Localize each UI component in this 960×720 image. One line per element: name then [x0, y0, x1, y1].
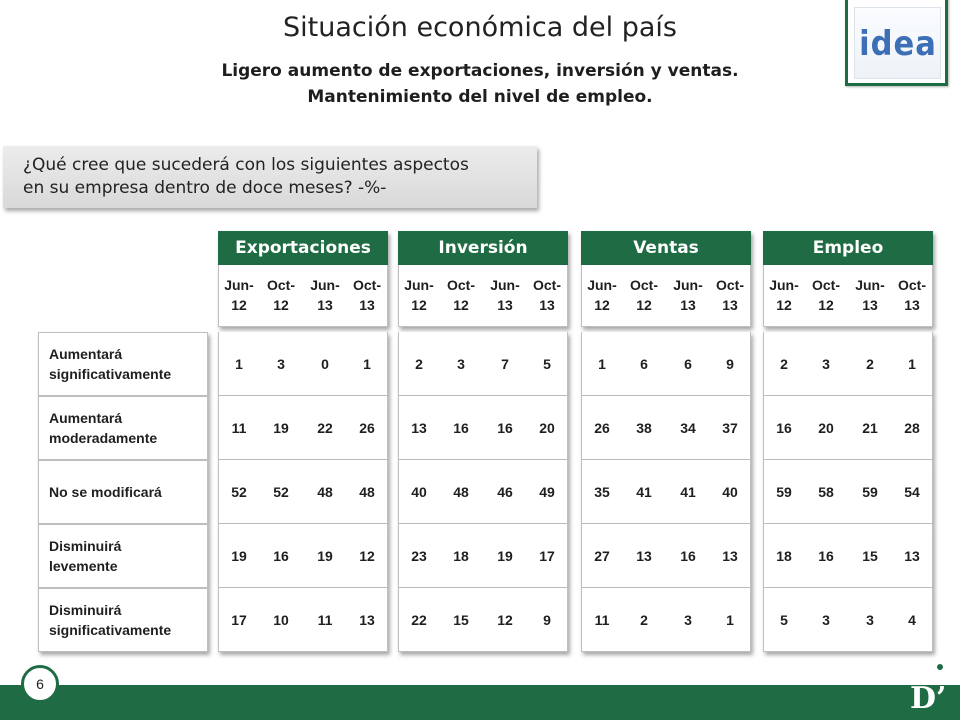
page-subtitle: [0, 58, 960, 110]
value-cell: 1: [235, 356, 243, 372]
row-label-line-1: Disminuirá: [49, 602, 122, 618]
period-year: 12: [411, 297, 427, 313]
value-cell: 13: [904, 548, 920, 564]
value-cell: 6: [684, 356, 692, 372]
period-year: 13: [680, 297, 696, 313]
value-cell: 41: [680, 484, 696, 500]
row-label-text: [49, 408, 157, 448]
row-label-line-1: No se modificará: [49, 484, 162, 500]
value-cell: 41: [636, 484, 652, 500]
period-label: [849, 275, 891, 315]
value-cell: 6: [640, 356, 648, 372]
value-cell: 18: [453, 548, 469, 564]
period-year: 13: [359, 297, 375, 313]
idea-logo: [845, 0, 948, 86]
value-cell: 35: [594, 484, 610, 500]
value-cell: 20: [818, 420, 834, 436]
value-cell: 37: [722, 420, 738, 436]
period-month: Oct-: [630, 277, 658, 293]
value-cell: 16: [453, 420, 469, 436]
period-year: 12: [776, 297, 792, 313]
panel-header-2: Inversión: [398, 231, 568, 265]
value-cell: 26: [359, 420, 375, 436]
value-cell: 13: [359, 612, 375, 628]
period-month: Oct-: [812, 277, 840, 293]
row-label-4: [38, 524, 208, 588]
value-cell: 11: [594, 612, 610, 628]
row-label-line-1: Aumentará: [49, 410, 123, 426]
period-month: Oct-: [716, 277, 744, 293]
value-cell: 40: [411, 484, 427, 500]
period-label: [526, 275, 568, 315]
period-month: Jun-: [404, 277, 434, 293]
value-cell: 5: [780, 612, 788, 628]
value-cell: 46: [497, 484, 513, 500]
value-cell: 52: [273, 484, 289, 500]
value-cell: 3: [684, 612, 692, 628]
period-year: 13: [904, 297, 920, 313]
period-month: Jun-: [310, 277, 340, 293]
question-line-1: ¿Qué cree que sucederá con los siguientes aspectos: [23, 155, 469, 175]
value-cell: 1: [363, 356, 371, 372]
panel-header-3: Ventas: [581, 231, 751, 265]
value-cell: 16: [776, 420, 792, 436]
row-label-line-2: levemente: [49, 558, 118, 574]
period-year: 12: [231, 297, 247, 313]
period-month: Jun-: [490, 277, 520, 293]
period-year: 12: [818, 297, 834, 313]
period-year: 13: [317, 297, 333, 313]
period-label: [709, 275, 751, 315]
period-label: [440, 275, 482, 315]
period-label: [623, 275, 665, 315]
period-year: 13: [862, 297, 878, 313]
period-month: Oct-: [353, 277, 381, 293]
value-cell: 23: [411, 548, 427, 564]
period-year: 12: [594, 297, 610, 313]
value-cell: 11: [317, 612, 333, 628]
value-cell: 59: [862, 484, 878, 500]
row-label-line-2: significativamente: [49, 622, 172, 638]
footer-bar: [0, 685, 960, 720]
period-month: Jun-: [673, 277, 703, 293]
value-cell: 17: [231, 612, 247, 628]
panel-header-4: Empleo: [763, 231, 933, 265]
value-cell: 19: [231, 548, 247, 564]
value-cell: 16: [273, 548, 289, 564]
subtitle-line-2: Mantenimiento del nivel de empleo.: [307, 87, 653, 107]
row-label-text: [49, 344, 171, 384]
value-cell: 1: [598, 356, 606, 372]
period-label: [891, 275, 933, 315]
value-cell: 18: [776, 548, 792, 564]
value-cell: 28: [904, 420, 920, 436]
page-number-badge: 6: [21, 665, 59, 703]
value-cell: 2: [415, 356, 423, 372]
value-cell: 13: [636, 548, 652, 564]
value-cell: 48: [317, 484, 333, 500]
value-cell: 2: [780, 356, 788, 372]
value-cell: 27: [594, 548, 610, 564]
brand-mark: D’: [910, 681, 947, 716]
logo-text: idea: [859, 24, 937, 64]
row-label-text: [49, 482, 162, 502]
period-month: Jun-: [224, 277, 254, 293]
period-label: [260, 275, 302, 315]
value-cell: 3: [277, 356, 285, 372]
row-label-text: [49, 600, 171, 640]
row-label-line-2: moderadamente: [49, 430, 158, 446]
period-year: 12: [453, 297, 469, 313]
period-label: [304, 275, 346, 315]
row-label-2: [38, 396, 208, 460]
value-cell: 4: [908, 612, 916, 628]
question-box: [3, 146, 537, 208]
value-cell: 9: [543, 612, 551, 628]
page-title: Situación económica del país: [283, 12, 677, 43]
value-cell: 15: [453, 612, 469, 628]
value-cell: 17: [539, 548, 555, 564]
value-cell: 54: [904, 484, 920, 500]
row-label-line-1: Aumentará: [49, 346, 123, 362]
period-label: [346, 275, 388, 315]
value-cell: 16: [680, 548, 696, 564]
value-cell: 16: [497, 420, 513, 436]
period-label: [398, 275, 440, 315]
row-label-line-2: significativamente: [49, 366, 172, 382]
value-cell: 58: [818, 484, 834, 500]
value-cell: 2: [866, 356, 874, 372]
value-cell: 19: [497, 548, 513, 564]
period-month: Oct-: [898, 277, 926, 293]
value-cell: 1: [908, 356, 916, 372]
value-cell: 1: [726, 612, 734, 628]
period-month: Oct-: [533, 277, 561, 293]
value-cell: 48: [359, 484, 375, 500]
value-cell: 19: [317, 548, 333, 564]
value-cell: 3: [866, 612, 874, 628]
value-cell: 22: [411, 612, 427, 628]
period-label: [218, 275, 260, 315]
period-year: 12: [273, 297, 289, 313]
value-cell: 49: [539, 484, 555, 500]
value-cell: 59: [776, 484, 792, 500]
value-cell: 11: [231, 420, 247, 436]
subtitle-line-1: Ligero aumento de exportaciones, inversión y ventas.: [221, 61, 739, 81]
period-label: [763, 275, 805, 315]
value-cell: 26: [594, 420, 610, 436]
value-cell: 19: [273, 420, 289, 436]
decorative-dot: [937, 664, 943, 670]
row-label-text: [49, 536, 121, 576]
value-cell: 13: [411, 420, 427, 436]
row-label-1: [38, 332, 208, 396]
period-year: 13: [497, 297, 513, 313]
panel-header-1: Exportaciones: [218, 231, 388, 265]
value-cell: 16: [818, 548, 834, 564]
value-cell: 40: [722, 484, 738, 500]
value-cell: 7: [501, 356, 509, 372]
value-cell: 3: [822, 612, 830, 628]
period-month: Jun-: [587, 277, 617, 293]
value-cell: 2: [640, 612, 648, 628]
value-cell: 10: [273, 612, 289, 628]
period-month: Oct-: [267, 277, 295, 293]
row-label-3: [38, 460, 208, 524]
period-year: 13: [539, 297, 555, 313]
period-label: [484, 275, 526, 315]
value-cell: 3: [822, 356, 830, 372]
question-line-2: en su empresa dentro de doce meses? -%-: [23, 178, 387, 198]
value-cell: 5: [543, 356, 551, 372]
value-cell: 9: [726, 356, 734, 372]
value-cell: 12: [359, 548, 375, 564]
logo-frame: [854, 7, 941, 79]
period-month: Oct-: [447, 277, 475, 293]
value-cell: 52: [231, 484, 247, 500]
value-cell: 22: [317, 420, 333, 436]
value-cell: 12: [497, 612, 513, 628]
value-cell: 15: [862, 548, 878, 564]
period-label: [667, 275, 709, 315]
value-cell: 34: [680, 420, 696, 436]
value-cell: 0: [321, 356, 329, 372]
value-cell: 13: [722, 548, 738, 564]
row-label-5: [38, 588, 208, 652]
value-cell: 48: [453, 484, 469, 500]
value-cell: 38: [636, 420, 652, 436]
period-label: [805, 275, 847, 315]
period-month: Jun-: [855, 277, 885, 293]
period-month: Jun-: [769, 277, 799, 293]
period-year: 13: [722, 297, 738, 313]
period-year: 12: [636, 297, 652, 313]
row-label-line-1: Disminuirá: [49, 538, 122, 554]
period-label: [581, 275, 623, 315]
value-cell: 20: [539, 420, 555, 436]
value-cell: 3: [457, 356, 465, 372]
value-cell: 21: [862, 420, 878, 436]
